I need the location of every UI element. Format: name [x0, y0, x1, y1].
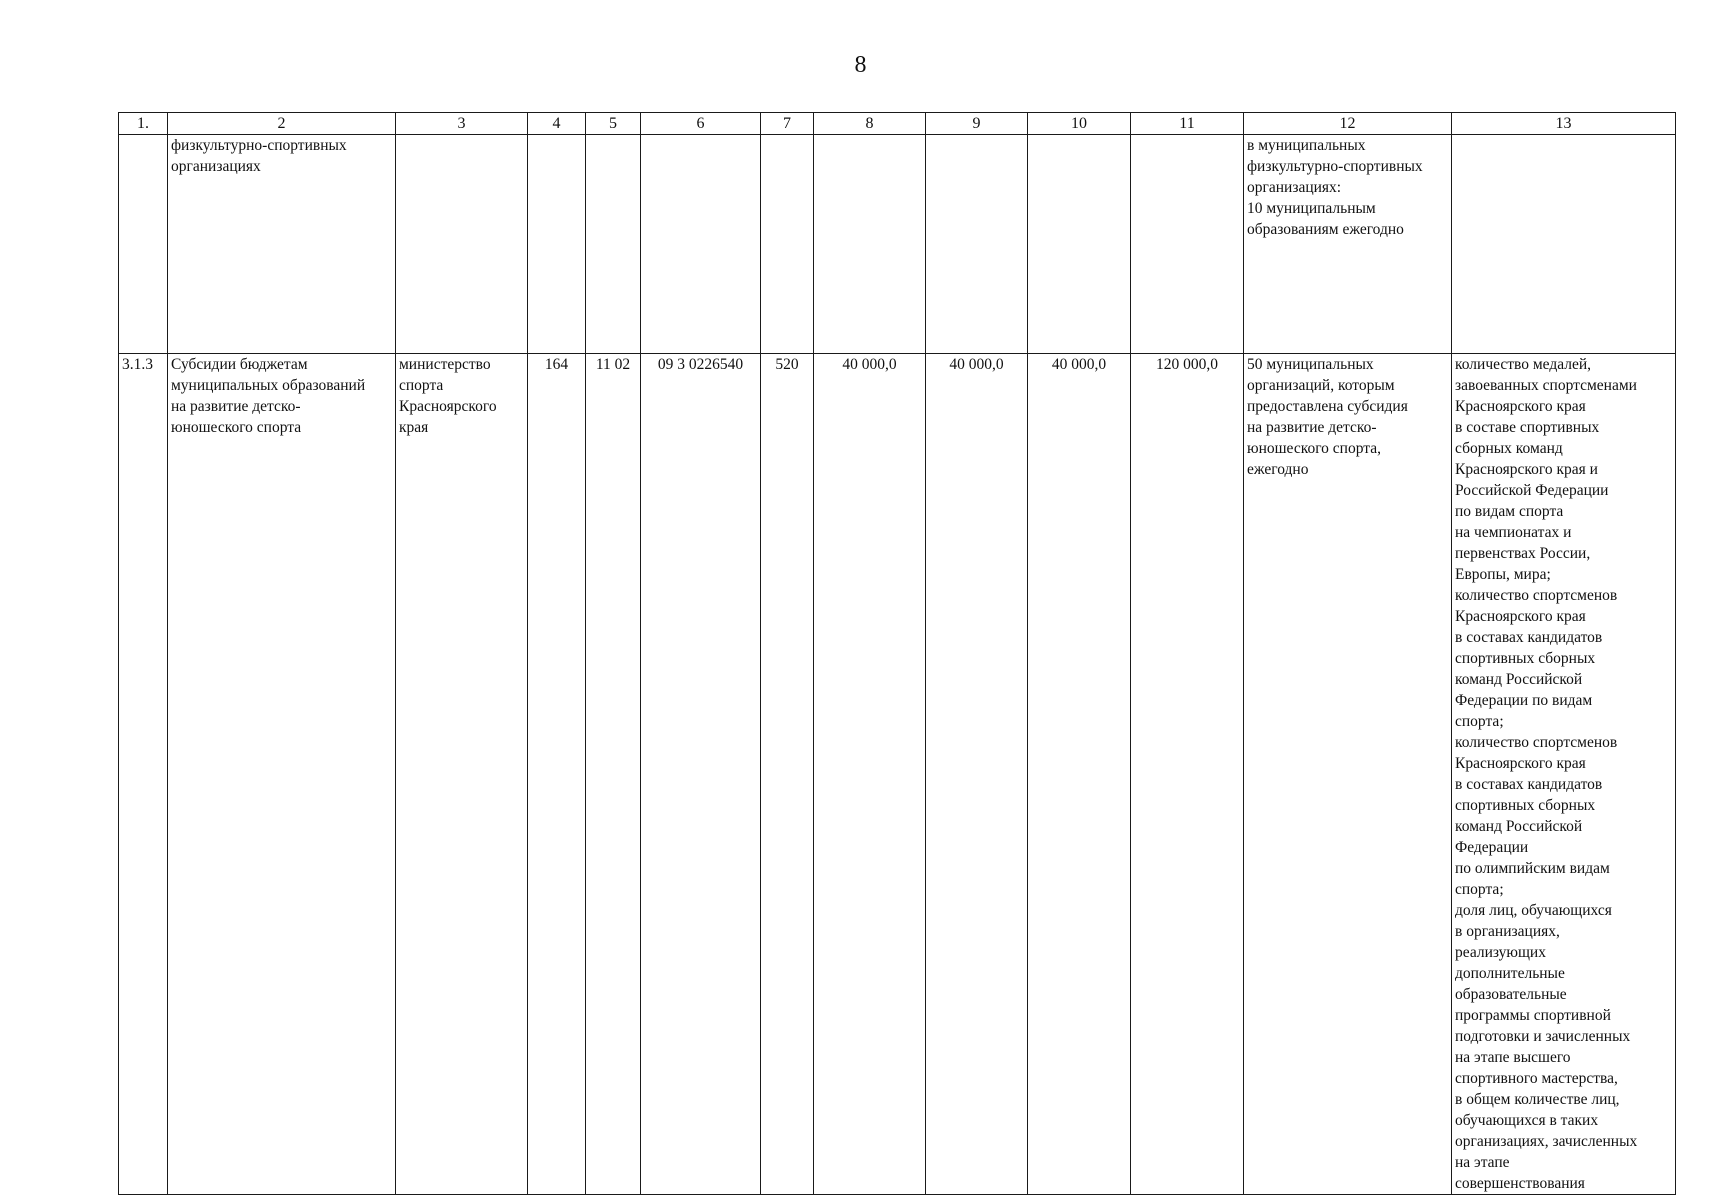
col-header-12: 12	[1244, 113, 1452, 135]
program-table	[118, 112, 1676, 1195]
cell-amount-year-1	[814, 135, 926, 354]
cell-indicators	[1452, 135, 1676, 354]
cell-expected-result: в муниципальных физкультурно-спортивных организациях: 10 муниципальным образованиям ежегодно	[1244, 135, 1452, 354]
table-row	[119, 354, 1676, 1195]
col-header-9: 9	[926, 113, 1028, 135]
cell-expected-result: 50 муниципальных организаций, которым предоставлена субсидия на развитие детско- юношеского спорта, ежегодно	[1244, 354, 1452, 1195]
cell-csr	[641, 135, 761, 354]
cell-measure-name: Субсидии бюджетам муниципальных образований на развитие детско- юношеского спорта	[168, 354, 396, 1195]
cell-amount-year-2	[926, 135, 1028, 354]
cell-item-number	[119, 135, 168, 354]
cell-administrator: министерство спорта Красноярского края	[396, 354, 528, 1195]
cell-grbs	[528, 135, 586, 354]
cell-rzpr	[586, 135, 641, 354]
cell-amount-year-2: 40 000,0	[926, 354, 1028, 1195]
cell-administrator	[396, 135, 528, 354]
cell-rzpr: 11 02	[586, 354, 641, 1195]
cell-amount-year-1: 40 000,0	[814, 354, 926, 1195]
cell-indicators: количество медалей, завоеванных спортсменами Красноярского края в составе спортивных сборных команд Красноярского края и Российской Федерации по видам спорта на чемпионатах и первенствах России, Европы, мира; количество спортсменов Красноярского края в составах кандидатов спортивных сборных команд Российской Федерации по видам спорта; количество спортсменов Красноярского края в составах кандидатов спортивных сборных команд Российской Федерации по олимпийским видам спорта; доля лиц, обучающихся в организациях, реализующих дополнительные образовательные программы спортивной подготовки и зачисленных на этапе высшего спортивного мастерства, в общем количестве лиц, обучающихся в таких организациях, зачисленных на этапе совершенствования	[1452, 354, 1676, 1195]
col-header-8: 8	[814, 113, 926, 135]
page-number: 8	[854, 52, 867, 78]
table-row	[119, 135, 1676, 354]
cell-vr	[761, 135, 814, 354]
cell-amount-total	[1131, 135, 1244, 354]
col-header-7: 7	[761, 113, 814, 135]
cell-vr: 520	[761, 354, 814, 1195]
cell-grbs: 164	[528, 354, 586, 1195]
col-header-3: 3	[396, 113, 528, 135]
column-number-row	[119, 113, 1676, 135]
col-header-5: 5	[586, 113, 641, 135]
cell-measure-name: физкультурно-спортивных организациях	[168, 135, 396, 354]
col-header-6: 6	[641, 113, 761, 135]
cell-amount-total: 120 000,0	[1131, 354, 1244, 1195]
col-header-2: 2	[168, 113, 396, 135]
col-header-1: 1.	[119, 113, 168, 135]
cell-amount-year-3: 40 000,0	[1028, 354, 1131, 1195]
col-header-4: 4	[528, 113, 586, 135]
cell-item-number: 3.1.3	[119, 354, 168, 1195]
col-header-13: 13	[1452, 113, 1676, 135]
cell-csr: 09 3 0226540	[641, 354, 761, 1195]
cell-amount-year-3	[1028, 135, 1131, 354]
col-header-11: 11	[1131, 113, 1244, 135]
col-header-10: 10	[1028, 113, 1131, 135]
